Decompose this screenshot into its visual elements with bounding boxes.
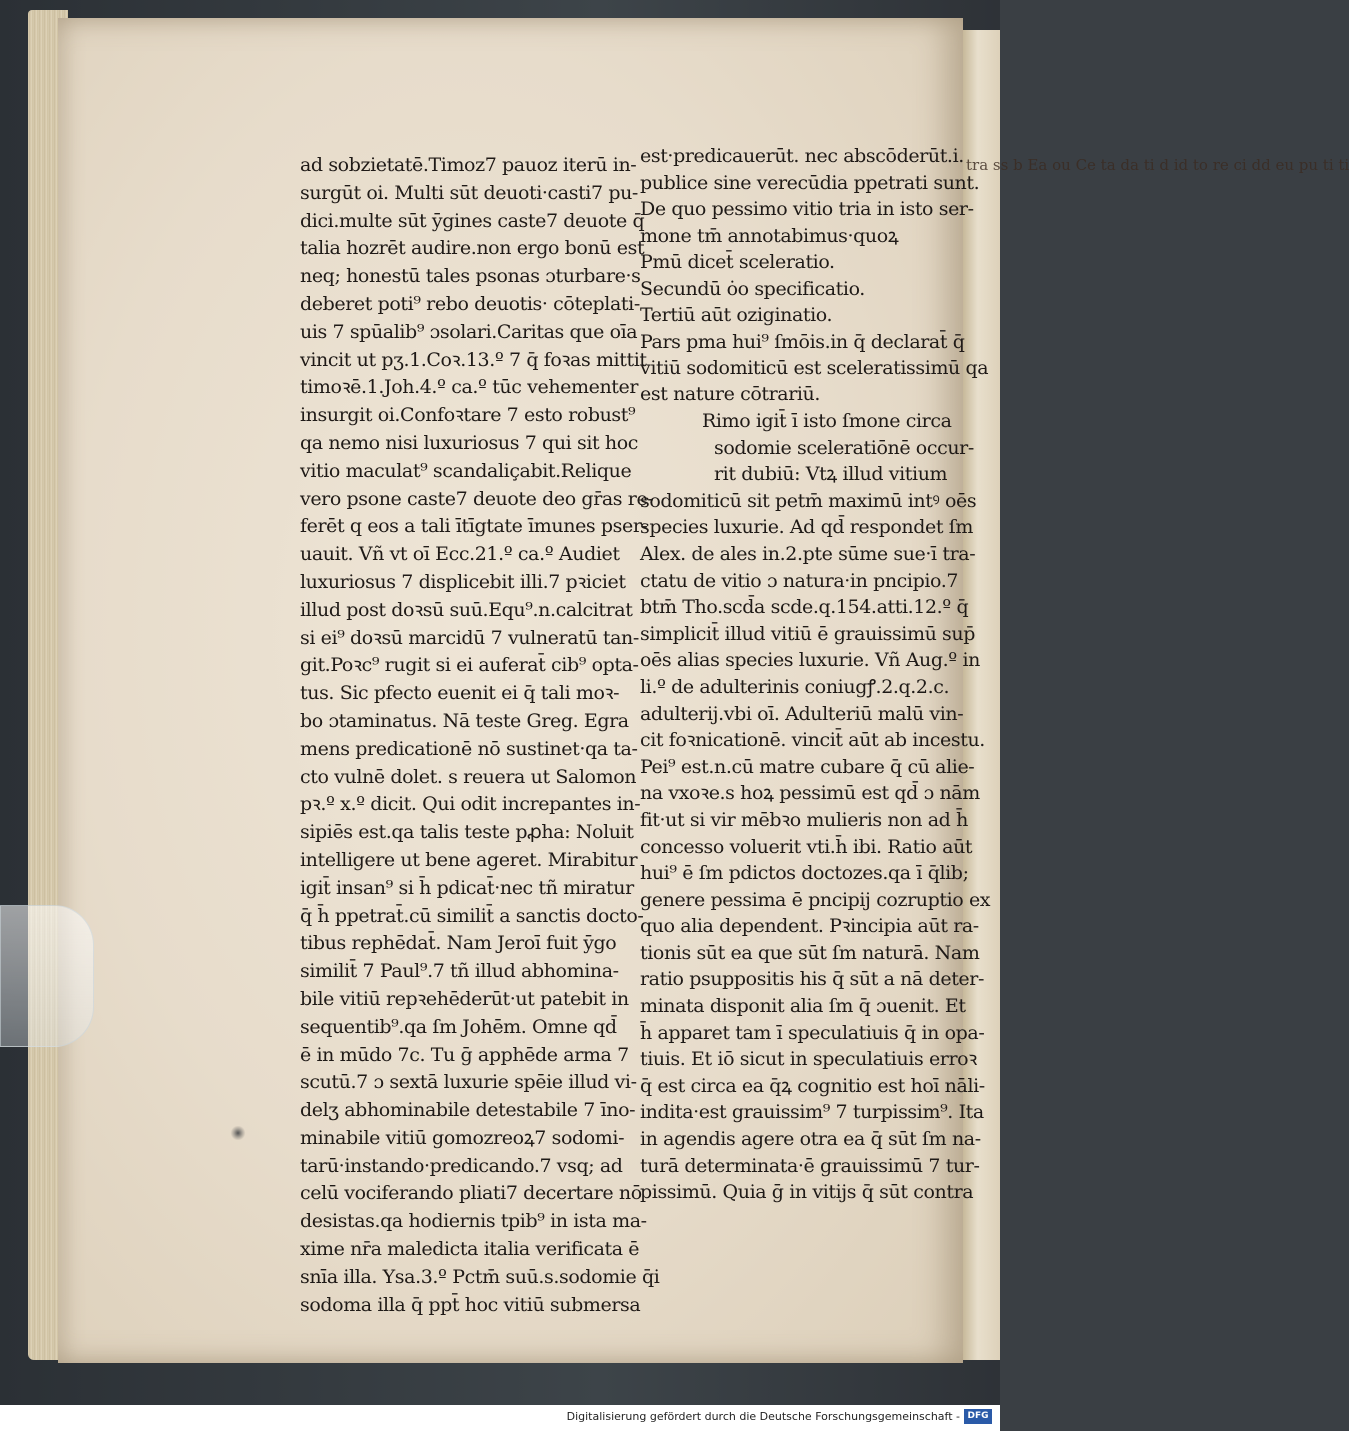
text-line: publice sine verecūdia ppetrati sunt.: [640, 171, 980, 194]
text-line: btm̄ Tho.scd̄a scde.q.154.atti.12.º q̄: [640, 596, 969, 619]
text-line: uis 7 spūalib⁹ ɔsolari.Caritas que oīa: [300, 320, 638, 343]
text-line: desistas.qa hodiernis tpib⁹ in ista ma-: [300, 1210, 647, 1233]
text-line: minabile vitiū gomozreoꝝ7 sodomi-: [300, 1126, 625, 1149]
text-line: dici.multe sūt ȳgines caste7 deuote q̄: [300, 209, 645, 232]
text-line: cto vulnē dolet. s reuera ut Salomon: [300, 765, 637, 788]
text-line: simplicit̄ illud vitiū ē grauissimū sup̄: [640, 622, 976, 645]
text-line: intelligere ut bene ageret. Mirabitur: [300, 848, 638, 871]
text-line: sipiēs est.qa talis teste pꝓha: Noluit: [300, 821, 634, 844]
text-line: Secundū ȯo specificatio.: [640, 277, 865, 300]
text-line: vitio maculat⁹ scandaliçabit.Relique: [300, 459, 632, 482]
left-column: [300, 152, 659, 1319]
text-line: tionis sūt ea que sūt ſm naturā. Nam: [640, 941, 980, 964]
text-line: deberet poti⁹ rebo deuotis· cōteplati-: [300, 292, 640, 315]
text-line: mone tm̄ annotabimus·quoꝝ: [640, 224, 899, 247]
text-line: uauit. Vñ vt oī Ecc.21.º ca.º Audiet: [300, 543, 620, 566]
text-line: tibus rephēdat̄. Nam Jeroī fuit ȳgo: [300, 932, 617, 955]
text-line: pissimū. Quia ḡ in vitijs q̄ sūt contra: [640, 1181, 974, 1204]
text-line: vincit ut pʒ.1.Coꝛ.13.º 7 q̄ foꝛas mittit: [300, 348, 647, 371]
text-line: similit̄ 7 Paul⁹.7 tñ illud abhomina-: [300, 960, 619, 983]
text-line: luxuriosus 7 displicebit illi.7 pꝛiciet: [300, 570, 626, 593]
dfg-logo: DFG: [964, 1409, 992, 1424]
text-line: Alex. de ales in.2.pte sūme sue·ī tra-: [640, 542, 976, 565]
text-line: mens predicationē nō sustinet·qa ta-: [300, 737, 638, 760]
text-line: genere pessima ē pncipij cozruptio ex: [640, 888, 991, 911]
text-line: sodoma illa q̄ ppt̄ hoc vitiū submersa: [300, 1293, 641, 1316]
text-line: in agendis agere otra ea q̄ sūt ſm na-: [640, 1128, 981, 1151]
text-line: De quo pessimo vitio tria in isto ser-: [640, 198, 974, 220]
facing-page-text: tra ss b Ea ou Ce ta da ti d id to re ci dd eu pu ti ti: [966, 156, 1349, 174]
text-line: est·predicauerūt. nec abscōderūt.i.: [640, 145, 964, 167]
footer-bar: [0, 1405, 1000, 1431]
right-column-body: [640, 408, 990, 1206]
text-line: bo ɔtaminatus. Nā teste Greg. Egra: [300, 709, 629, 732]
text-line: xime nr̄a maledicta italia verificata ē: [300, 1238, 640, 1261]
text-line: rit dubiū: Vtꝝ illud vitium: [714, 463, 948, 486]
text-line: indita·est grauissim⁹ 7 turpissim⁹. Ita: [640, 1101, 984, 1124]
text-line: concesso voluerit vti.h̄ ibi. Ratio aūt: [640, 835, 973, 858]
text-line: scutū.7 ɔ sextā luxurie spēie illud vi-: [300, 1071, 637, 1094]
text-line: insurgit oi.Confoꝛtare 7 esto robust⁹: [300, 404, 636, 427]
text-line: tus. Sic pfecto euenit ei q̄ tali moꝛ-: [300, 682, 620, 705]
text-line: si ei⁹ doꝛsū marcidū 7 vulneratū tan-: [300, 626, 639, 649]
text-line: species luxurie. Ad qd̄ respondet ſm: [640, 516, 973, 539]
text-line: Pmū dicet̄ sceleratio.: [640, 251, 835, 273]
text-line: h̄ apparet tam ī speculatiuis q̄ in opa-: [640, 1021, 985, 1044]
text-line: git.Poꝛc⁹ rugit si ei auferat̄ cib⁹ opta-: [300, 654, 639, 677]
text-line: neq; honestū tales psonas ɔturbare·s: [300, 265, 641, 288]
text-line: Tertiū aūt oziginatio.: [640, 304, 833, 326]
text-line: illud post doꝛsū suū.Equ⁹.n.calcitrat: [300, 598, 633, 621]
text-line: q̄ est circa ea q̄ꝝ cognitio est hoī nāli-: [640, 1074, 985, 1097]
text-line: igit̄ insan⁹ si h̄ pdicat̄·nec tñ miratur: [300, 876, 634, 899]
text-line: ctatu de vitio ɔ natura·in pncipio.7: [640, 569, 959, 592]
text-line: qa nemo nisi luxuriosus 7 qui sit hoc: [300, 431, 638, 454]
text-line: ferēt q eos a tali ītīgtate īmunes pser-: [300, 515, 648, 538]
text-line: turā determinata·ē grauissimū 7 tur-: [640, 1154, 980, 1177]
text-line: q̄ h̄ ppetrat̄.cū similit̄ a sanctis docto-: [300, 904, 644, 927]
text-line: Pei⁹ est.n.cū matre cubare q̄ cū alie-: [640, 755, 975, 778]
text-line: Pars pma hui⁹ ſmōis.in q̄ declarat̄ q̄: [640, 331, 965, 353]
ink-smudge: [230, 1126, 246, 1140]
text-line: sodomie sceleratiōnē occur-: [714, 436, 974, 459]
text-line: minata disponit alia ſm q̄ ɔuenit. Et: [640, 995, 966, 1018]
text-line: tarū·instando·predicando.7 vsq; ad: [300, 1154, 623, 1177]
text-line: Rimo igit̄ ī isto ſmone circa: [702, 410, 952, 432]
clip-holder: [0, 905, 94, 1047]
text-line: est nature cōtrariū.: [640, 383, 821, 405]
right-column-intro: [640, 143, 979, 329]
text-line: tiuis. Et iō sicut in speculatiuis erroꝛ: [640, 1048, 977, 1071]
text-line: fit·ut si vir mēbꝛo mulieris non ad h̄: [640, 808, 968, 831]
right-column-heading: [640, 329, 988, 407]
text-line: adulterij.vbi oī. Adulteriū malū vin-: [640, 702, 964, 725]
text-line: sodomiticū sit petm̄ maximū intꝰ oēs: [640, 489, 977, 512]
text-line: ratio psuppositis his q̄ sūt a nā deter-: [640, 968, 984, 991]
text-line: celū vociferando pliati7 decertare nō: [300, 1182, 642, 1205]
text-line: vero psone caste7 deuote deo gr̄as re-: [300, 487, 654, 510]
text-line: oēs alias species luxurie. Vñ Aug.º in: [640, 649, 980, 672]
text-line: hui⁹ ē ſm pdictos doctozes.qa ī q̄lib;: [640, 862, 969, 885]
text-line: pꝛ.º x.º dicit. Qui odit increpantes in-: [300, 793, 641, 816]
text-line: li.º de adulterinis coniugꝭ.2.q.2.c.: [640, 675, 950, 698]
text-line: sequentib⁹.qa ſm Johēm. Omne qd̄: [300, 1015, 617, 1038]
funding-note: Digitalisierung gefördert durch die Deutsche Forschungsgemeinschaft -: [566, 1410, 960, 1423]
text-line: bile vitiū repꝛehēderūt·ut patebit in: [300, 987, 629, 1010]
text-line: ad sobzietatē.Timoz7 pauoz iterū in-: [300, 154, 637, 176]
text-line: vitiū sodomiticū est sceleratissimū qa: [640, 357, 989, 379]
text-line: ē in mūdo 7c. Tu ḡ apphēde arma 7: [300, 1043, 629, 1066]
text-line: delʒ abhominabile detestabile 7 īno-: [300, 1099, 636, 1122]
text-line: snīa illa. Ysa.3.º Pctm̄ suū.s.sodomie q̄i: [300, 1265, 660, 1288]
text-line: talia hozrēt audire.non ergo bonū est: [300, 237, 645, 260]
text-line: na vxoꝛe.s hoꝝ pessimū est qd̄ ɔ nām: [640, 782, 980, 805]
text-line: quo alia dependent. Pꝛincipia aūt ra-: [640, 915, 979, 938]
text-line: timoꝛē.1.Joh.4.º ca.º tūc vehementer: [300, 376, 639, 399]
text-line: surgūt oi. Multi sūt deuoti·casti7 pu-: [300, 181, 638, 204]
text-line: cit foꝛnicationē. vincit̄ aūt ab incestu.: [640, 729, 985, 752]
